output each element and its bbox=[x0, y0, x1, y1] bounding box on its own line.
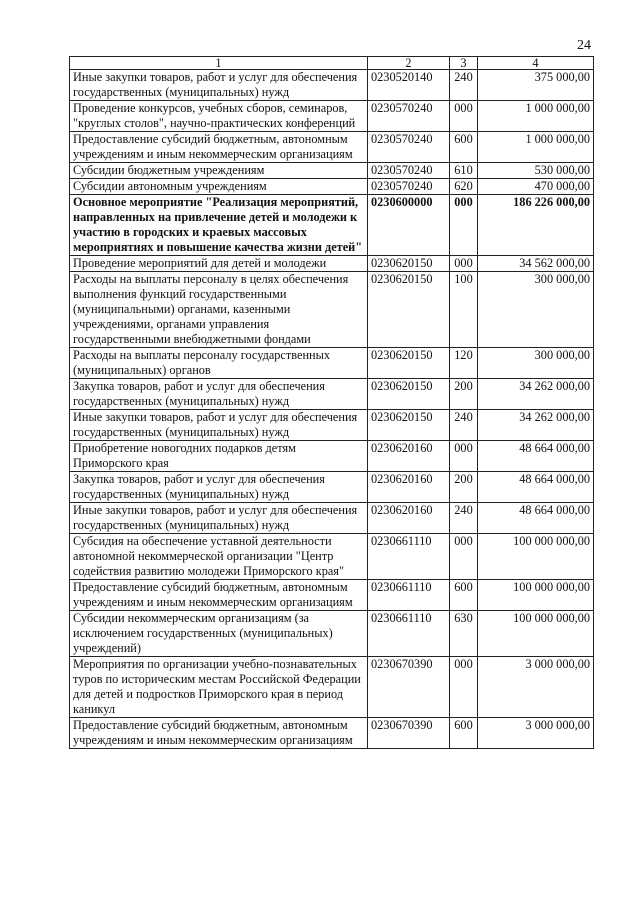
row-code-cell: 0230661110 bbox=[368, 580, 450, 611]
row-sum-cell: 48 664 000,00 bbox=[478, 503, 594, 534]
row-name-cell: Субсидия на обеспечение уставной деятельности автономной некоммерческой организации "Центр содействия развитию молодежи Приморского края" bbox=[70, 534, 368, 580]
row-sum-cell: 100 000 000,00 bbox=[478, 580, 594, 611]
row-sum-cell: 3 000 000,00 bbox=[478, 657, 594, 718]
row-name-cell: Предоставление субсидий бюджетным, автономным учреждениям и иным некоммерческим организациям bbox=[70, 580, 368, 611]
row-kind-cell: 600 bbox=[450, 132, 478, 163]
row-kind-cell: 120 bbox=[450, 348, 478, 379]
row-sum-cell: 34 262 000,00 bbox=[478, 410, 594, 441]
row-sum-cell: 1 000 000,00 bbox=[478, 101, 594, 132]
row-sum-cell: 300 000,00 bbox=[478, 348, 594, 379]
row-kind-cell: 240 bbox=[450, 503, 478, 534]
row-code-cell: 0230620150 bbox=[368, 379, 450, 410]
row-kind-cell: 600 bbox=[450, 718, 478, 749]
row-sum-cell: 48 664 000,00 bbox=[478, 472, 594, 503]
row-kind-cell: 000 bbox=[450, 657, 478, 718]
row-kind-cell: 000 bbox=[450, 101, 478, 132]
page-number: 24 bbox=[577, 38, 591, 53]
row-name-cell: Проведение мероприятий для детей и молодежи bbox=[70, 256, 368, 272]
header-col-4: 4 bbox=[478, 57, 594, 70]
row-code-cell: 0230620150 bbox=[368, 410, 450, 441]
table-row bbox=[70, 534, 594, 580]
table-row bbox=[70, 348, 594, 379]
row-name-cell: Проведение конкурсов, учебных сборов, семинаров, "круглых столов", научно-практических конференций bbox=[70, 101, 368, 132]
row-kind-cell: 100 bbox=[450, 272, 478, 348]
table-row bbox=[70, 195, 594, 256]
row-code-cell: 0230620150 bbox=[368, 348, 450, 379]
row-name-cell: Иные закупки товаров, работ и услуг для обеспечения государственных (муниципальных) нужд bbox=[70, 410, 368, 441]
row-kind-cell: 240 bbox=[450, 70, 478, 101]
row-kind-cell: 620 bbox=[450, 179, 478, 195]
row-name-cell: Закупка товаров, работ и услуг для обеспечения государственных (муниципальных) нужд bbox=[70, 379, 368, 410]
row-sum-cell: 34 262 000,00 bbox=[478, 379, 594, 410]
row-code-cell: 0230661110 bbox=[368, 534, 450, 580]
table-row bbox=[70, 163, 594, 179]
table-row bbox=[70, 472, 594, 503]
row-name-cell: Иные закупки товаров, работ и услуг для обеспечения государственных (муниципальных) нужд bbox=[70, 70, 368, 101]
row-name-cell: Предоставление субсидий бюджетным, автономным учреждениям и иным некоммерческим организациям bbox=[70, 132, 368, 163]
row-sum-cell: 34 562 000,00 bbox=[478, 256, 594, 272]
table-row bbox=[70, 179, 594, 195]
row-kind-cell: 000 bbox=[450, 256, 478, 272]
row-name-cell: Субсидии бюджетным учреждениям bbox=[70, 163, 368, 179]
row-code-cell: 0230570240 bbox=[368, 163, 450, 179]
row-kind-cell: 200 bbox=[450, 379, 478, 410]
header-col-1: 1 bbox=[70, 57, 368, 70]
row-name-cell: Расходы на выплаты персоналу в целях обеспечения выполнения функций государственными (муниципальными) органами, казенными учреждениями, органами управления государственными внебюджетными фондами bbox=[70, 272, 368, 348]
row-name-cell: Закупка товаров, работ и услуг для обеспечения государственных (муниципальных) нужд bbox=[70, 472, 368, 503]
table-row bbox=[70, 132, 594, 163]
table-row bbox=[70, 410, 594, 441]
row-sum-cell: 48 664 000,00 bbox=[478, 441, 594, 472]
row-sum-cell: 100 000 000,00 bbox=[478, 611, 594, 657]
row-kind-cell: 630 bbox=[450, 611, 478, 657]
table-body bbox=[70, 70, 594, 749]
row-code-cell: 0230661110 bbox=[368, 611, 450, 657]
row-sum-cell: 1 000 000,00 bbox=[478, 132, 594, 163]
row-name-cell: Основное мероприятие "Реализация мероприятий, направленных на привлечение детей и молодежи к участию в городских и краевых массовых мероприятиях и повышение качества жизни детей" bbox=[70, 195, 368, 256]
table-row bbox=[70, 441, 594, 472]
row-name-cell: Субсидии автономным учреждениям bbox=[70, 179, 368, 195]
row-code-cell: 0230620160 bbox=[368, 441, 450, 472]
budget-table bbox=[69, 56, 594, 749]
row-name-cell: Мероприятия по организации учебно-познавательных туров по историческим местам Российской Федерации для детей и подростков Приморского края в период каникул bbox=[70, 657, 368, 718]
row-code-cell: 0230570240 bbox=[368, 179, 450, 195]
row-code-cell: 0230670390 bbox=[368, 657, 450, 718]
row-code-cell: 0230670390 bbox=[368, 718, 450, 749]
row-code-cell: 0230620150 bbox=[368, 272, 450, 348]
table-header-row bbox=[70, 57, 594, 70]
table-row bbox=[70, 657, 594, 718]
row-code-cell: 0230620160 bbox=[368, 503, 450, 534]
row-sum-cell: 470 000,00 bbox=[478, 179, 594, 195]
row-code-cell: 0230520140 bbox=[368, 70, 450, 101]
row-kind-cell: 240 bbox=[450, 410, 478, 441]
row-code-cell: 0230620150 bbox=[368, 256, 450, 272]
row-kind-cell: 200 bbox=[450, 472, 478, 503]
table-row bbox=[70, 718, 594, 749]
row-code-cell: 0230600000 bbox=[368, 195, 450, 256]
header-col-3: 3 bbox=[450, 57, 478, 70]
row-name-cell: Субсидии некоммерческим организациям (за исключением государственных (муниципальных) учреждений) bbox=[70, 611, 368, 657]
row-sum-cell: 530 000,00 bbox=[478, 163, 594, 179]
row-kind-cell: 000 bbox=[450, 534, 478, 580]
row-sum-cell: 300 000,00 bbox=[478, 272, 594, 348]
table-row bbox=[70, 503, 594, 534]
table-row bbox=[70, 580, 594, 611]
row-name-cell: Иные закупки товаров, работ и услуг для обеспечения государственных (муниципальных) нужд bbox=[70, 503, 368, 534]
row-kind-cell: 600 bbox=[450, 580, 478, 611]
row-kind-cell: 000 bbox=[450, 195, 478, 256]
table-row bbox=[70, 70, 594, 101]
row-sum-cell: 186 226 000,00 bbox=[478, 195, 594, 256]
row-kind-cell: 000 bbox=[450, 441, 478, 472]
table-row bbox=[70, 272, 594, 348]
row-sum-cell: 100 000 000,00 bbox=[478, 534, 594, 580]
row-name-cell: Предоставление субсидий бюджетным, автономным учреждениям и иным некоммерческим организациям bbox=[70, 718, 368, 749]
row-code-cell: 0230620160 bbox=[368, 472, 450, 503]
row-sum-cell: 3 000 000,00 bbox=[478, 718, 594, 749]
row-name-cell: Приобретение новогодних подарков детям Приморского края bbox=[70, 441, 368, 472]
row-kind-cell: 610 bbox=[450, 163, 478, 179]
table-row bbox=[70, 256, 594, 272]
row-code-cell: 0230570240 bbox=[368, 132, 450, 163]
row-code-cell: 0230570240 bbox=[368, 101, 450, 132]
table-row bbox=[70, 101, 594, 132]
row-sum-cell: 375 000,00 bbox=[478, 70, 594, 101]
table-row bbox=[70, 379, 594, 410]
row-name-cell: Расходы на выплаты персоналу государственных (муниципальных) органов bbox=[70, 348, 368, 379]
table-row bbox=[70, 611, 594, 657]
header-col-2: 2 bbox=[368, 57, 450, 70]
